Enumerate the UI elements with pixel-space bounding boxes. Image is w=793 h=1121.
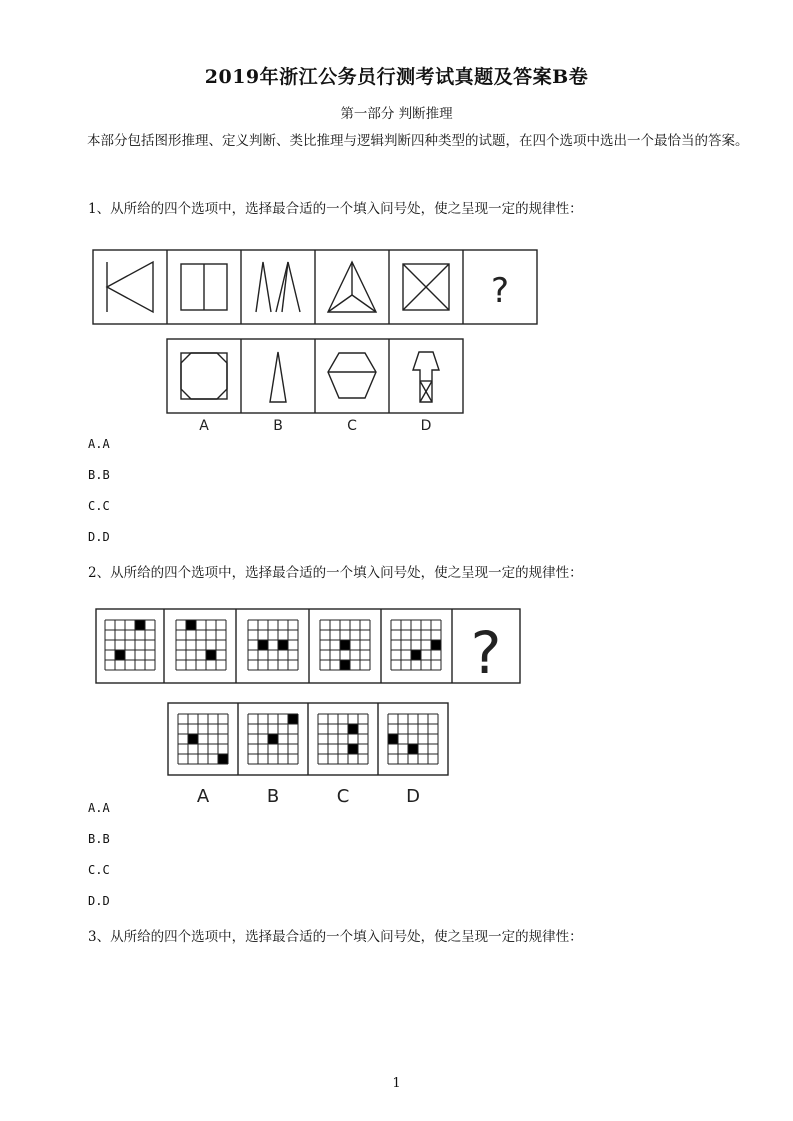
q1-option-c-figure xyxy=(328,353,376,398)
intro-text: 本部分包括图形推理、定义判断、类比推理与逻辑判断四种类型的试题，在四个选项中选出一个最恰当的答案。 xyxy=(87,133,749,149)
q1-option-d-figure xyxy=(413,352,439,402)
section-subtitle: 第一部分 判断推理 xyxy=(340,106,453,122)
q2-grid-1 xyxy=(105,620,155,670)
q1-option-a[interactable]: A.A xyxy=(88,437,110,451)
filled-cell xyxy=(348,744,358,754)
question-2-figure xyxy=(90,605,530,810)
q1-option-b[interactable]: B.B xyxy=(88,468,110,482)
intro-paragraph xyxy=(60,128,750,154)
q2-option-label-b: B xyxy=(266,786,280,807)
question-3-stem: 3、从所给的四个选项中，选择最合适的一个填入问号处，使之呈现一定的规律性： xyxy=(88,929,583,945)
q2-option-label-d: D xyxy=(406,786,420,807)
filled-cell xyxy=(206,650,216,660)
filled-cell xyxy=(348,724,358,734)
q1-option-d[interactable]: D.D xyxy=(88,530,110,544)
filled-cell xyxy=(218,754,228,764)
q2-option-b-grid xyxy=(248,714,298,764)
q2-option-a[interactable]: A.A xyxy=(88,801,110,815)
q2-grid-3 xyxy=(248,620,298,670)
q2-grid-5 xyxy=(391,620,441,670)
filled-cell xyxy=(135,620,145,630)
filled-cell xyxy=(288,714,298,724)
filled-cell xyxy=(278,640,288,650)
q1-option-label-a: A xyxy=(199,418,209,434)
filled-cell xyxy=(115,650,125,660)
q2-grid-4 xyxy=(320,620,370,670)
filled-cell xyxy=(408,744,418,754)
q1-option-label-d: D xyxy=(420,418,432,434)
filled-cell xyxy=(188,734,198,744)
q1-figure-3 xyxy=(256,262,300,312)
q1-option-b-figure xyxy=(270,352,286,402)
q1-question-mark: ? xyxy=(490,271,510,311)
question-2-stem: 2、从所给的四个选项中，选择最合适的一个填入问号处，使之呈现一定的规律性： xyxy=(88,565,583,581)
q2-question-mark: ? xyxy=(470,619,502,687)
q1-option-label-b: B xyxy=(273,418,283,434)
filled-cell xyxy=(340,640,350,650)
filled-cell xyxy=(186,620,196,630)
filled-cell xyxy=(258,640,268,650)
q2-grid-2 xyxy=(176,620,226,670)
q1-figure-5 xyxy=(403,264,449,310)
q2-option-d[interactable]: D.D xyxy=(88,894,110,908)
page-title: 2019年浙江公务员行测考试真题及答案B卷 xyxy=(204,66,589,88)
q2-grid-figures xyxy=(105,620,441,764)
q1-option-a-figure xyxy=(181,353,227,399)
filled-cell xyxy=(268,734,278,744)
q2-option-b[interactable]: B.B xyxy=(88,832,110,846)
q1-option-label-c: C xyxy=(347,418,357,434)
question-1-figure xyxy=(90,248,540,438)
q2-option-label-c: C xyxy=(336,786,350,807)
q2-option-c-grid xyxy=(318,714,368,764)
q1-figure-4 xyxy=(328,262,376,312)
filled-cell xyxy=(411,650,421,660)
filled-cell xyxy=(431,640,441,650)
q2-option-a-grid xyxy=(178,714,228,764)
q1-option-c[interactable]: C.C xyxy=(88,499,110,513)
q1-figure-1 xyxy=(107,262,153,312)
q2-top-row-frame xyxy=(96,609,520,683)
q2-option-label-a: A xyxy=(196,786,210,807)
question-1-stem: 1、从所给的四个选项中，选择最合适的一个填入问号处，使之呈现一定的规律性： xyxy=(88,201,583,217)
filled-cell xyxy=(388,734,398,744)
q1-figure-2 xyxy=(181,264,227,310)
page-number: 1 xyxy=(392,1076,401,1091)
q2-option-c[interactable]: C.C xyxy=(88,863,110,877)
q2-option-d-grid xyxy=(388,714,438,764)
filled-cell xyxy=(340,660,350,670)
